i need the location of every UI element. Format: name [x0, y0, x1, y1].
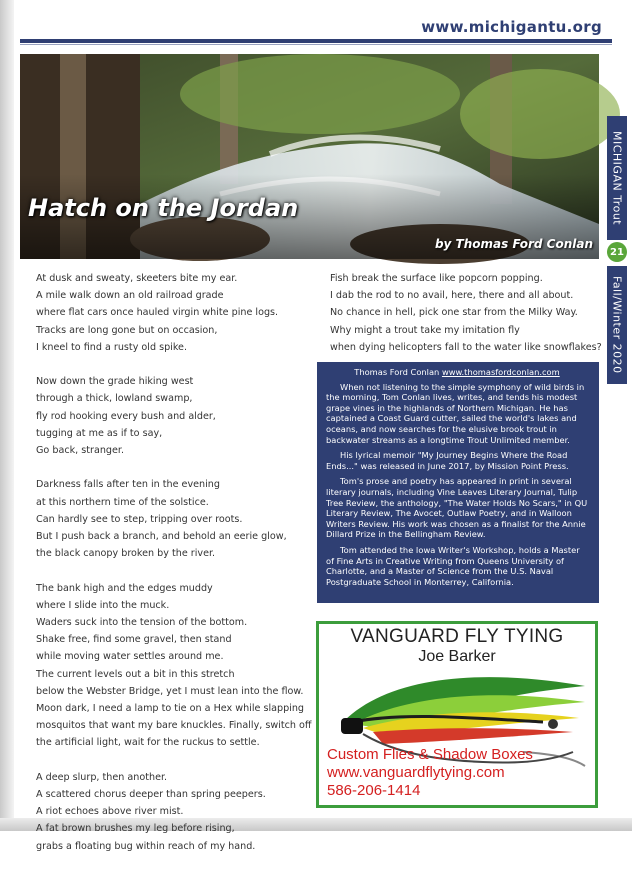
poem-line: when dying helicopters fall to the water like snowflakes? — [330, 341, 602, 353]
page-number-badge: 21 — [607, 242, 627, 262]
header-rule-thin — [20, 44, 612, 45]
poem-left-column — [36, 270, 312, 872]
poem-line: Go back, stranger. — [36, 445, 125, 457]
magazine-tab — [607, 116, 627, 240]
poem-line: Moon dark, I need a lamp to tie on a Hex while slapping — [36, 703, 305, 715]
hero-image — [20, 54, 599, 259]
article-byline: by Thomas Ford Conlan — [434, 237, 593, 251]
poem-line: No chance in hell, pick one star from the Milky Way. — [330, 307, 578, 319]
poem-line: I kneel to find a rusty old spike. — [36, 341, 188, 353]
poem-right-column — [330, 270, 600, 373]
poem-line: A riot echoes above river mist. — [36, 806, 184, 818]
bio-paragraph: Tom's prose and poetry has appeared in print in several literary journals, including Vine Leaves Literary Journal, Tulip Tree Review, the anthology, "The Water Holds No Scars," in QU Literary Review, The Avocet, Outlaw Poetry, and in Walloon Writers Review. His work was chosen as a finalist for the Annie Dillard Prize in the Bellingham Review. — [326, 476, 588, 540]
poem-line: Shake free, find some gravel, then stand — [36, 634, 232, 646]
river-photo — [20, 54, 599, 259]
poem-line: A mile walk down an old railroad grade — [36, 290, 224, 302]
poem-line: Fish break the surface like popcorn popping. — [330, 273, 543, 284]
poem-line: I dab the rod to no avail, here, there and all about. — [330, 290, 574, 302]
bio-author-name: Thomas Ford Conlan — [354, 367, 440, 377]
site-url[interactable]: www.michigantu.org — [421, 18, 602, 36]
poem-line: mosquitos that want my bare knuckles. Finally, switch off — [36, 720, 312, 732]
poem-line: where flat cars once hauled virgin white pine logs. — [36, 307, 279, 319]
bio-heading — [326, 367, 588, 378]
ad-tagline: Custom Flies & Shadow Boxes — [327, 746, 533, 763]
stanza — [36, 270, 306, 356]
poem-line: The bank high and the edges muddy — [36, 582, 213, 594]
ad-website-link[interactable]: www.vanguardflytying.com — [327, 764, 505, 781]
poem-line: At dusk and sweaty, skeeters bite my ear. — [36, 273, 238, 284]
poem-line: the artificial light, wait for the ruckus to settle. — [36, 737, 260, 749]
poem-line: A fat brown brushes my leg before rising, — [36, 823, 235, 835]
author-bio-box — [317, 362, 599, 603]
poem-line: through a thick, lowland swamp, — [36, 393, 193, 405]
issue-label: Fall/Winter 2020 — [610, 276, 624, 374]
bio-paragraph: When not listening to the simple symphony of wild birds in the morning, Tom Conlan lives, writes, and tends his modest grape vines in the highlands of Northern Michigan. He has captained a Coast Guard cutter, sailed the world's lakes and oceans, and now searches for the elusive brook trout in backwater streams as a longtime Trout Unlimited member. — [326, 381, 585, 445]
issue-tab — [607, 266, 627, 384]
ad-phone[interactable]: 586-206-1414 — [327, 782, 421, 799]
vanguard-ad[interactable] — [316, 621, 598, 808]
poem-line: A deep slurp, then another. — [36, 771, 168, 783]
header-rule — [20, 39, 612, 43]
poem-line: tugging at me as if to say, — [36, 427, 163, 439]
page-edge-shadow — [0, 0, 14, 831]
ad-title: VANGUARD FLY TYING — [350, 626, 564, 647]
poem-line: Darkness falls after ten in the evening — [36, 479, 220, 491]
bio-paragraph: His lyrical memoir "My Journey Begins Where the Road Ends..." was released in June 2017, by Mission Point Press. — [326, 450, 569, 471]
poem-line: Now down the grade hiking west — [36, 376, 194, 388]
magazine-name: MICHIGAN Trout — [610, 130, 624, 226]
poem-line: Waders suck into the tension of the bottom. — [36, 617, 248, 629]
poem-line: the black canopy broken by the river. — [36, 548, 216, 560]
poem-line: Why might a trout take my imitation fly — [330, 324, 520, 336]
stanza — [36, 769, 306, 855]
poem-line: grabs a floating bug within reach of my hand. — [36, 840, 256, 852]
poem-line: while moving water settles around me. — [36, 651, 224, 663]
article-title: Hatch on the Jordan — [28, 194, 299, 222]
bio-paragraph: Tom attended the Iowa Writer's Workshop, holds a Master of Fine Arts in Creative Writing from Queens University of Charlotte, and a Master of Science from the U.S. Naval Postgraduate School in Monterrey, California. — [326, 544, 580, 587]
poem-line: But I push back a branch, and behold an eerie glow, — [36, 531, 287, 543]
poem-line: fly rod hooking every bush and alder, — [36, 410, 216, 422]
poem-line: where I slide into the muck. — [36, 599, 170, 611]
poem-line: A scattered chorus deeper than spring peepers. — [36, 789, 266, 801]
poem-line: Can hardly see to step, tripping over roots. — [36, 513, 243, 525]
stanza — [330, 270, 600, 356]
poem-line: at this northern time of the solstice. — [36, 496, 209, 508]
stanza — [36, 476, 306, 562]
ad-contact-name: Joe Barker — [418, 648, 496, 665]
poem-line: The current levels out a bit in this stretch — [36, 668, 235, 680]
poem-line: below the Webster Bridge, yet I must lean into the flow. — [36, 685, 304, 697]
author-website-link[interactable]: www.thomasfordconlan.com — [441, 367, 560, 377]
poem-line: Tracks are long gone but on occasion, — [36, 324, 218, 336]
stanza — [36, 373, 306, 459]
stanza — [36, 580, 312, 752]
